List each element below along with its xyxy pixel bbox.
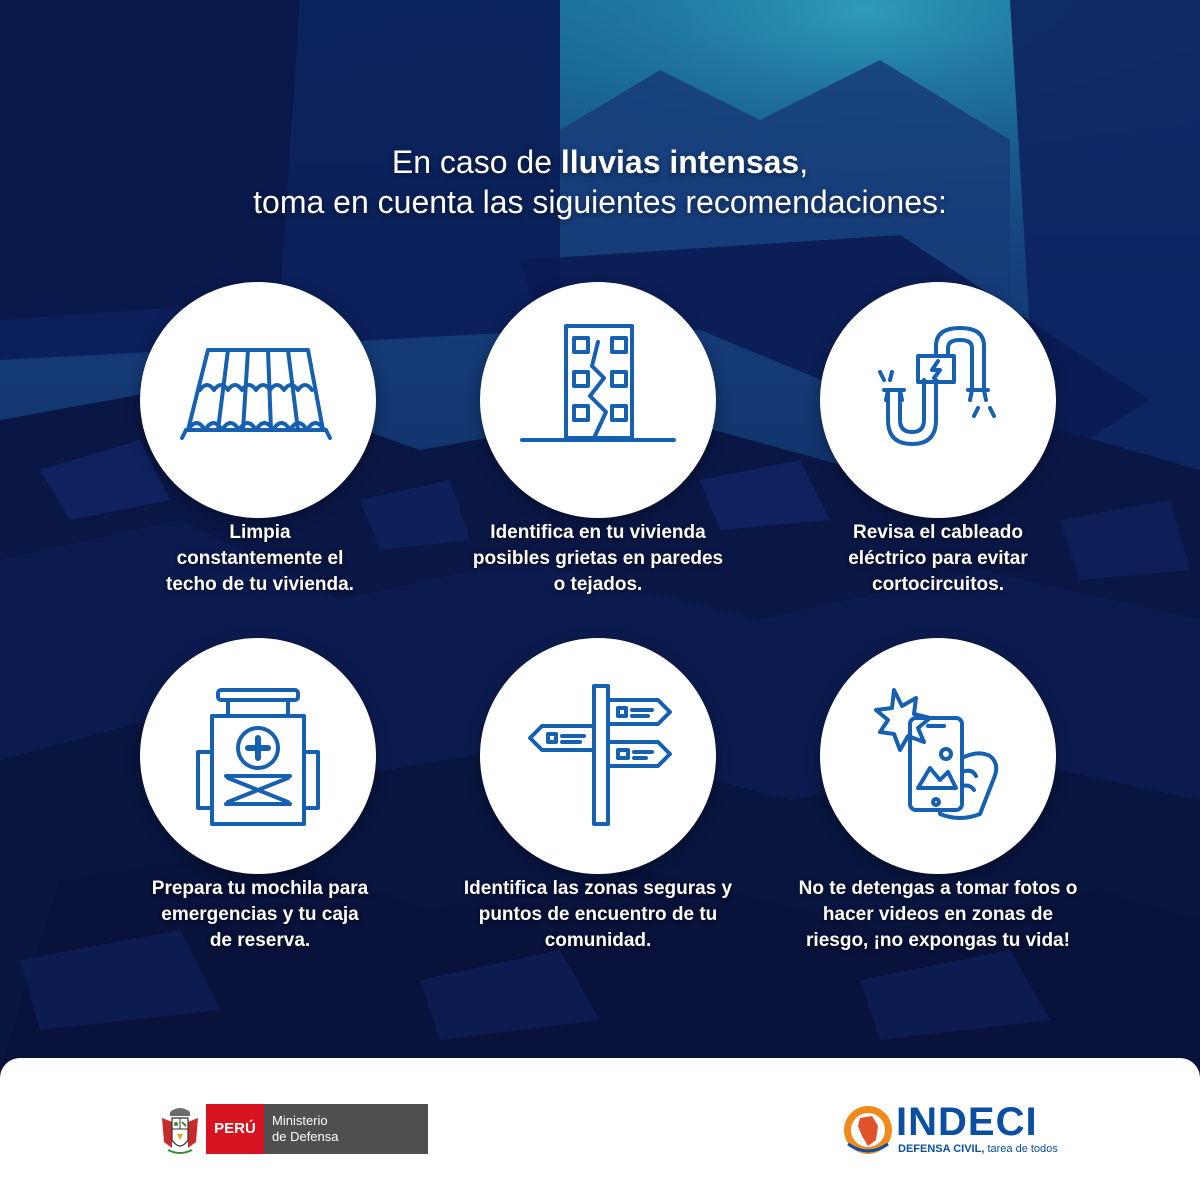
roof-tiles-icon: [178, 320, 338, 480]
caption-line: comunidad.: [544, 930, 652, 951]
caption-line: cortocircuitos.: [872, 574, 1004, 595]
caption-line: Limpia: [229, 522, 291, 543]
headline-prefix: En caso de: [391, 144, 561, 180]
caption-line: constantemente el: [176, 548, 344, 569]
indeci-name: INDECI: [896, 1100, 1038, 1144]
peru-label: PERÚ: [206, 1104, 264, 1154]
headline-emphasis: lluvias intensas: [560, 144, 800, 180]
caption-line: de reserva.: [209, 930, 311, 951]
caption-line: Identifica las zonas seguras y: [463, 878, 733, 899]
card-circle-cable: [820, 282, 1056, 518]
indeci-tagline: [898, 1142, 1058, 1156]
card-circle-building: [480, 282, 716, 518]
electric-cable-icon: [858, 320, 1018, 480]
caption-line: posibles grietas en paredes: [472, 548, 724, 569]
indeci-tagline-rest: tarea de todos: [984, 1143, 1058, 1155]
caption-building: [448, 520, 748, 598]
phone-photo-icon: [858, 676, 1018, 836]
card-circle-phone: [820, 638, 1056, 874]
ministry-label: [264, 1104, 428, 1154]
caption-line: o tejados.: [553, 574, 643, 595]
indeci-logo: [842, 1100, 1062, 1160]
caption-line: hacer videos en zonas de: [822, 904, 1054, 925]
caption-phone: [788, 876, 1088, 954]
caption-roof: [110, 520, 410, 598]
headline-suffix: ,: [799, 144, 809, 180]
card-circle-roof: [140, 282, 376, 518]
caption-line: emergencias y tu caja: [161, 904, 359, 925]
caption-line: Revisa el cableado: [852, 522, 1024, 543]
caption-line: eléctrico para evitar: [848, 548, 1028, 569]
card-circle-signpost: [480, 638, 716, 874]
caption-line: Prepara tu mochila para: [151, 878, 369, 899]
ministry-line-1: Ministerio: [272, 1113, 328, 1128]
indeci-emblem-icon: [842, 1100, 894, 1160]
indeci-tagline-bold: DEFENSA CIVIL,: [898, 1143, 985, 1155]
caption-line: riesgo, ¡no expongas tu vida!: [806, 930, 1070, 951]
headline-line-2: toma en cuenta las siguientes recomendaciones:: [253, 184, 947, 220]
card-circle-backpack: [140, 638, 376, 874]
ministerio-defensa-logo: [158, 1102, 428, 1156]
headline: [0, 142, 1200, 222]
headline-line-1: [0, 142, 1200, 182]
caption-line: No te detengas a tomar fotos o: [798, 878, 1078, 899]
ministry-line-2: de Defensa: [272, 1129, 339, 1144]
signpost-icon: [518, 676, 678, 836]
caption-line: Identifica en tu vivienda: [490, 522, 706, 543]
emergency-backpack-icon: [178, 676, 338, 836]
caption-signpost: [448, 876, 748, 954]
caption-line: puntos de encuentro de tu: [478, 904, 718, 925]
caption-backpack: [110, 876, 410, 954]
cracked-building-icon: [518, 320, 678, 480]
caption-line: techo de tu vivienda.: [166, 574, 354, 595]
caption-cable: [788, 520, 1088, 598]
peru-coat-of-arms-icon: [158, 1102, 202, 1156]
